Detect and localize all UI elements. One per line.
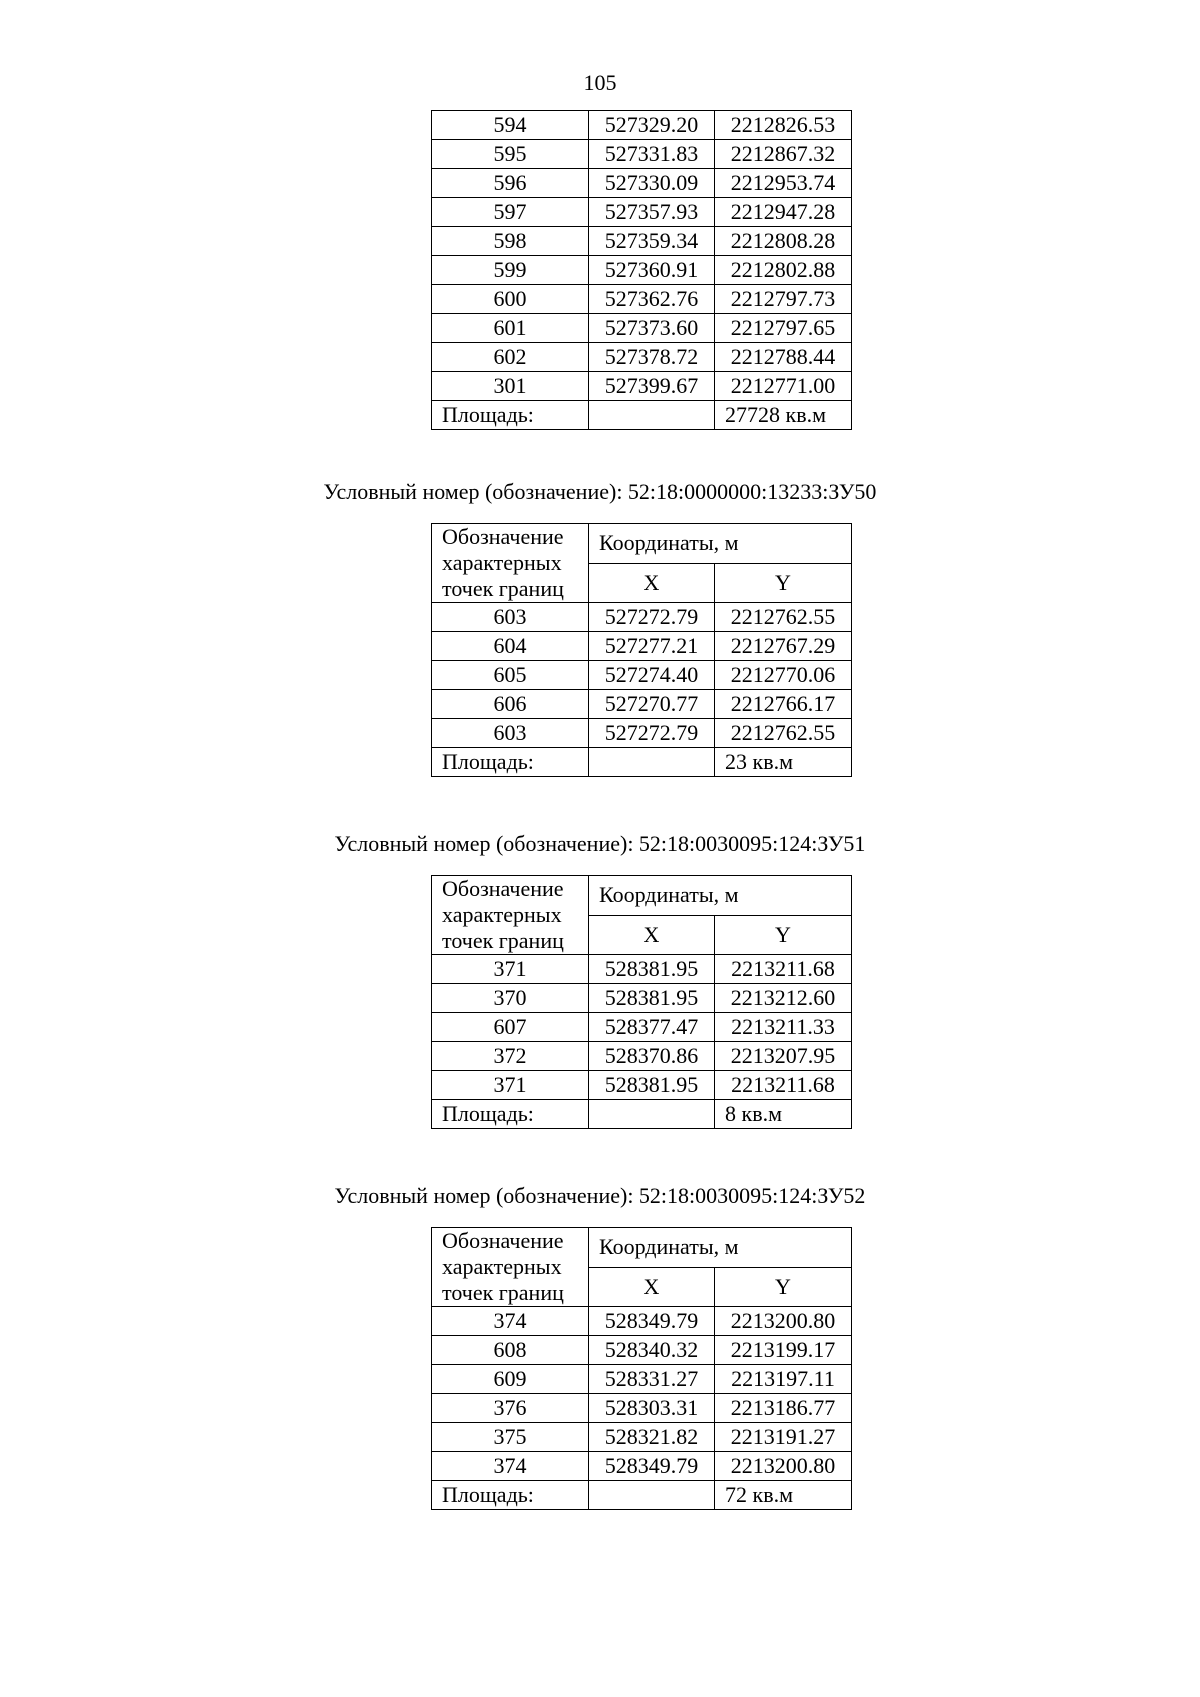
x-coordinate-cell: 527360.91 — [589, 256, 715, 285]
coordinates-table-continuation — [431, 110, 852, 430]
area-value: 27728 кв.м — [715, 401, 852, 430]
x-coordinate-cell: 528381.95 — [589, 984, 715, 1013]
table-row — [432, 256, 852, 285]
x-coordinate-cell: 527274.40 — [589, 661, 715, 690]
area-row — [432, 1100, 852, 1129]
point-id-cell: 371 — [432, 1071, 589, 1100]
table-row — [432, 140, 852, 169]
designation-header — [432, 1228, 589, 1307]
y-coordinate-cell: 2212762.55 — [715, 603, 852, 632]
table-row — [432, 1394, 852, 1423]
area-row — [432, 1481, 852, 1510]
y-coordinate-cell: 2213197.11 — [715, 1365, 852, 1394]
point-id-cell: 374 — [432, 1452, 589, 1481]
x-coordinate-cell: 527373.60 — [589, 314, 715, 343]
designation-header-line1: Обозначение — [442, 876, 564, 901]
x-coordinate-cell: 527272.79 — [589, 603, 715, 632]
designation-header — [432, 876, 589, 955]
area-label: Площадь: — [432, 1100, 589, 1129]
x-header: X — [589, 915, 715, 955]
designation-header-line2: характерных — [442, 550, 562, 575]
point-id-cell: 595 — [432, 140, 589, 169]
y-coordinate-cell: 2212767.29 — [715, 632, 852, 661]
x-coordinate-cell: 527331.83 — [589, 140, 715, 169]
table-row — [432, 632, 852, 661]
table-row — [432, 314, 852, 343]
y-coordinate-cell: 2212947.28 — [715, 198, 852, 227]
x-coordinate-cell: 528381.95 — [589, 955, 715, 984]
x-coordinate-cell: 527272.79 — [589, 719, 715, 748]
point-id-cell: 598 — [432, 227, 589, 256]
point-id-cell: 374 — [432, 1307, 589, 1336]
point-id-cell: 301 — [432, 372, 589, 401]
y-coordinate-cell: 2212808.28 — [715, 227, 852, 256]
area-label: Площадь: — [432, 401, 589, 430]
y-coordinate-cell: 2212802.88 — [715, 256, 852, 285]
table-row — [432, 955, 852, 984]
x-coordinate-cell: 527399.67 — [589, 372, 715, 401]
point-id-cell: 608 — [432, 1336, 589, 1365]
area-empty-cell — [589, 748, 715, 777]
table-row — [432, 1307, 852, 1336]
table-row — [432, 690, 852, 719]
point-id-cell: 375 — [432, 1423, 589, 1452]
x-coordinate-cell: 527330.09 — [589, 169, 715, 198]
x-header: X — [589, 1267, 715, 1307]
y-header: Y — [715, 1267, 852, 1307]
y-coordinate-cell: 2213211.68 — [715, 955, 852, 984]
designation-header-line1: Обозначение — [442, 1228, 564, 1253]
coordinates-table-zu50 — [431, 523, 852, 777]
designation-header-line1: Обозначение — [442, 524, 564, 549]
y-coordinate-cell: 2212797.73 — [715, 285, 852, 314]
area-value: 23 кв.м — [715, 748, 852, 777]
point-id-cell: 597 — [432, 198, 589, 227]
y-coordinate-cell: 2213211.33 — [715, 1013, 852, 1042]
table-row — [432, 285, 852, 314]
designation-header-line3: точек границ — [442, 576, 564, 601]
y-coordinate-cell: 2213199.17 — [715, 1336, 852, 1365]
x-coordinate-cell: 527362.76 — [589, 285, 715, 314]
x-coordinate-cell: 528377.47 — [589, 1013, 715, 1042]
x-coordinate-cell: 527329.20 — [589, 111, 715, 140]
point-id-cell: 603 — [432, 603, 589, 632]
x-coordinate-cell: 527277.21 — [589, 632, 715, 661]
coordinates-table-zu51 — [431, 875, 852, 1129]
point-id-cell: 596 — [432, 169, 589, 198]
area-empty-cell — [589, 401, 715, 430]
table-row — [432, 603, 852, 632]
y-coordinate-cell: 2212953.74 — [715, 169, 852, 198]
point-id-cell: 594 — [432, 111, 589, 140]
area-empty-cell — [589, 1100, 715, 1129]
area-label: Площадь: — [432, 748, 589, 777]
point-id-cell: 370 — [432, 984, 589, 1013]
section-title-zu50: Условный номер (обозначение): 52:18:0000000:13233:ЗУ50 — [323, 479, 877, 504]
y-coordinate-cell: 2213200.80 — [715, 1452, 852, 1481]
y-coordinate-cell: 2213212.60 — [715, 984, 852, 1013]
designation-header-line2: характерных — [442, 902, 562, 927]
table-row — [432, 1042, 852, 1071]
y-coordinate-cell: 2212826.53 — [715, 111, 852, 140]
point-id-cell: 603 — [432, 719, 589, 748]
x-coordinate-cell: 527357.93 — [589, 198, 715, 227]
point-id-cell: 602 — [432, 343, 589, 372]
table-row — [432, 1452, 852, 1481]
y-coordinate-cell: 2212766.17 — [715, 690, 852, 719]
point-id-cell: 604 — [432, 632, 589, 661]
x-coordinate-cell: 527270.77 — [589, 690, 715, 719]
designation-header-line2: характерных — [442, 1254, 562, 1279]
y-coordinate-cell: 2213191.27 — [715, 1423, 852, 1452]
x-coordinate-cell: 528381.95 — [589, 1071, 715, 1100]
point-id-cell: 607 — [432, 1013, 589, 1042]
table-row — [432, 198, 852, 227]
table-row — [432, 169, 852, 198]
point-id-cell: 609 — [432, 1365, 589, 1394]
point-id-cell: 606 — [432, 690, 589, 719]
table-row — [432, 661, 852, 690]
x-coordinate-cell: 528370.86 — [589, 1042, 715, 1071]
y-coordinate-cell: 2212762.55 — [715, 719, 852, 748]
point-id-cell: 605 — [432, 661, 589, 690]
table-row — [432, 1013, 852, 1042]
designation-header-line3: точек границ — [442, 1280, 564, 1305]
y-coordinate-cell: 2212788.44 — [715, 343, 852, 372]
x-coordinate-cell: 528321.82 — [589, 1423, 715, 1452]
area-value: 8 кв.м — [715, 1100, 852, 1129]
designation-header — [432, 524, 589, 603]
area-row — [432, 401, 852, 430]
table-row — [432, 1336, 852, 1365]
y-header: Y — [715, 915, 852, 955]
x-coordinate-cell: 528331.27 — [589, 1365, 715, 1394]
point-id-cell: 371 — [432, 955, 589, 984]
x-coordinate-cell: 528349.79 — [589, 1307, 715, 1336]
area-label: Площадь: — [432, 1481, 589, 1510]
table-row — [432, 372, 852, 401]
y-coordinate-cell: 2213200.80 — [715, 1307, 852, 1336]
area-value: 72 кв.м — [715, 1481, 852, 1510]
y-coordinate-cell: 2213207.95 — [715, 1042, 852, 1071]
x-coordinate-cell: 528349.79 — [589, 1452, 715, 1481]
y-coordinate-cell: 2213186.77 — [715, 1394, 852, 1423]
point-id-cell: 372 — [432, 1042, 589, 1071]
table-row — [432, 1365, 852, 1394]
point-id-cell: 600 — [432, 285, 589, 314]
section-title-zu51: Условный номер (обозначение): 52:18:0030095:124:ЗУ51 — [334, 831, 866, 856]
point-id-cell: 601 — [432, 314, 589, 343]
x-coordinate-cell: 528340.32 — [589, 1336, 715, 1365]
x-header: X — [589, 563, 715, 603]
y-coordinate-cell: 2212770.06 — [715, 661, 852, 690]
table-row — [432, 111, 852, 140]
y-coordinate-cell: 2212867.32 — [715, 140, 852, 169]
area-row — [432, 748, 852, 777]
coordinates-header: Координаты, м — [589, 1228, 852, 1268]
y-coordinate-cell: 2213211.68 — [715, 1071, 852, 1100]
coordinates-table-zu52 — [431, 1227, 852, 1510]
coordinates-header: Координаты, м — [589, 524, 852, 564]
y-header: Y — [715, 563, 852, 603]
table-row — [432, 984, 852, 1013]
table-row — [432, 343, 852, 372]
y-coordinate-cell: 2212797.65 — [715, 314, 852, 343]
table-row — [432, 1423, 852, 1452]
point-id-cell: 599 — [432, 256, 589, 285]
y-coordinate-cell: 2212771.00 — [715, 372, 852, 401]
point-id-cell: 376 — [432, 1394, 589, 1423]
designation-header-line3: точек границ — [442, 928, 564, 953]
x-coordinate-cell: 527359.34 — [589, 227, 715, 256]
section-title-zu52: Условный номер (обозначение): 52:18:0030095:124:ЗУ52 — [334, 1183, 866, 1208]
table-row — [432, 227, 852, 256]
coordinates-header: Координаты, м — [589, 876, 852, 916]
table-row — [432, 1071, 852, 1100]
page-number: 105 — [583, 70, 617, 95]
x-coordinate-cell: 527378.72 — [589, 343, 715, 372]
x-coordinate-cell: 528303.31 — [589, 1394, 715, 1423]
table-row — [432, 719, 852, 748]
area-empty-cell — [589, 1481, 715, 1510]
